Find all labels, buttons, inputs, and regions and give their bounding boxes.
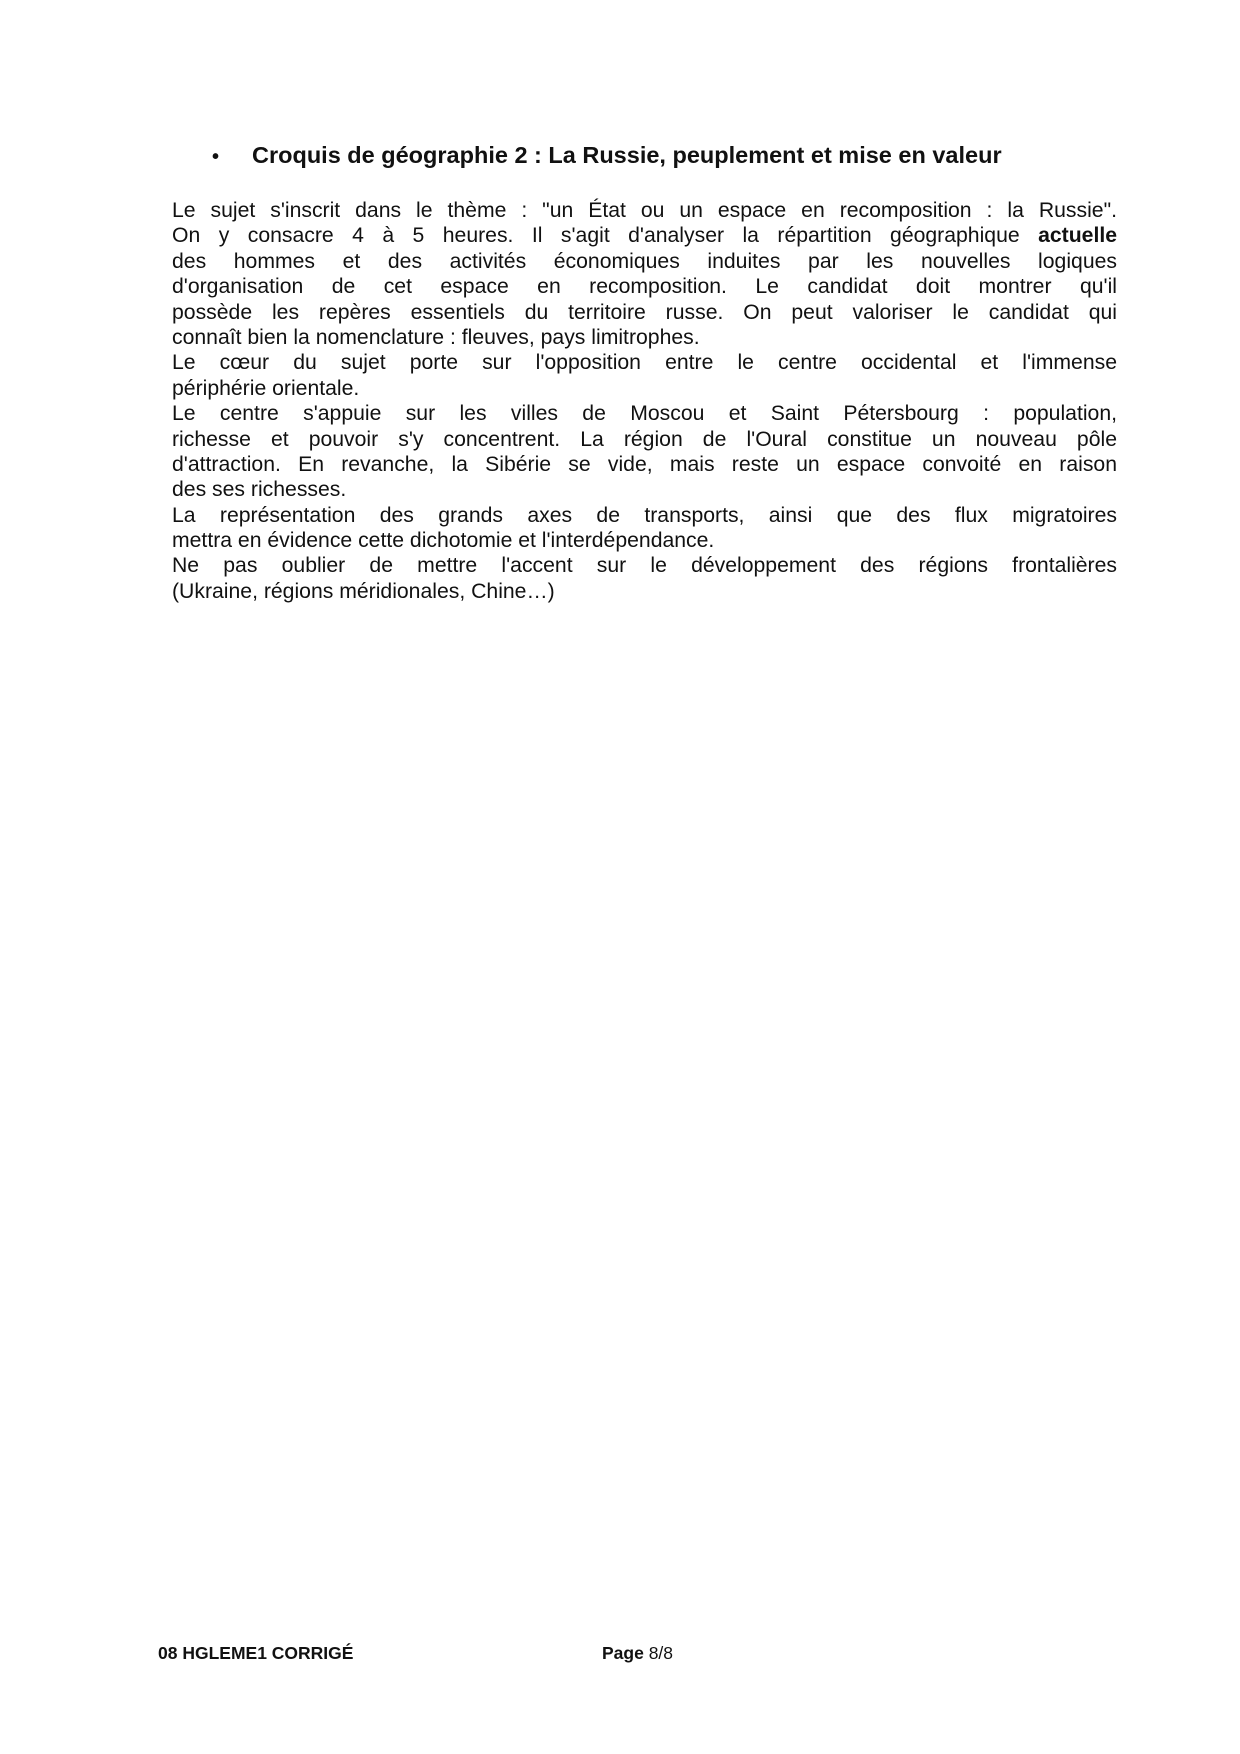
body-line: Le centre s'appuie sur les villes de Moscou et Saint Pétersbourg : population,: [172, 402, 1117, 426]
body-line: mettra en évidence cette dichotomie et l'interdépendance.: [172, 529, 715, 553]
body-line: des hommes et des activités économiques induites par les nouvelles logiques: [172, 249, 1117, 273]
emphasis-word: actuelle: [1038, 224, 1117, 248]
body-line: connaît bien la nomenclature : fleuves, pays limitrophes.: [172, 325, 700, 349]
body-line: Le sujet s'inscrit dans le thème : "un État ou un espace en recomposition : la Russie".: [172, 199, 1117, 222]
body-line: (Ukraine, régions méridionales, Chine…): [172, 579, 555, 603]
bullet-icon: •: [212, 146, 220, 168]
body-line: d'attraction. En revanche, la Sibérie se vide, mais reste un espace convoité en raison: [172, 452, 1117, 476]
body-line: des ses richesses.: [172, 478, 347, 502]
body-line: Ne pas oublier de mettre l'accent sur le développement des régions frontalières: [172, 554, 1117, 578]
footer-page-number: [602, 1643, 673, 1664]
body-line: [172, 223, 1117, 248]
body-line-text: On y consacre 4 à 5 heures. Il s'agit d'analyser la répartition géographique: [172, 224, 1020, 248]
body-line: La représentation des grands axes de transports, ainsi que des flux migratoires: [172, 503, 1117, 527]
page-label: Page: [602, 1643, 644, 1663]
body-line: richesse et pouvoir s'y concentrent. La région de l'Oural constitue un nouveau pôle: [172, 427, 1117, 451]
body-line: possède les repères essentiels du territoire russe. On peut valoriser le candidat qui: [172, 300, 1117, 324]
body-line: d'organisation de cet espace en recomposition. Le candidat doit montrer qu'il: [172, 275, 1117, 299]
section-heading: [212, 140, 1112, 172]
body-line: périphérie orientale.: [172, 376, 360, 400]
page-number: 8/8: [648, 1643, 674, 1663]
section-heading-text: Croquis de géographie 2 : La Russie, peuplement et mise en valeur: [252, 142, 1002, 168]
body-paragraphs: [172, 198, 1117, 604]
footer-document-code: 08 HGLEME1 CORRIGÉ: [158, 1643, 354, 1663]
body-line: Le cœur du sujet porte sur l'opposition entre le centre occidental et l'immense: [172, 351, 1117, 375]
